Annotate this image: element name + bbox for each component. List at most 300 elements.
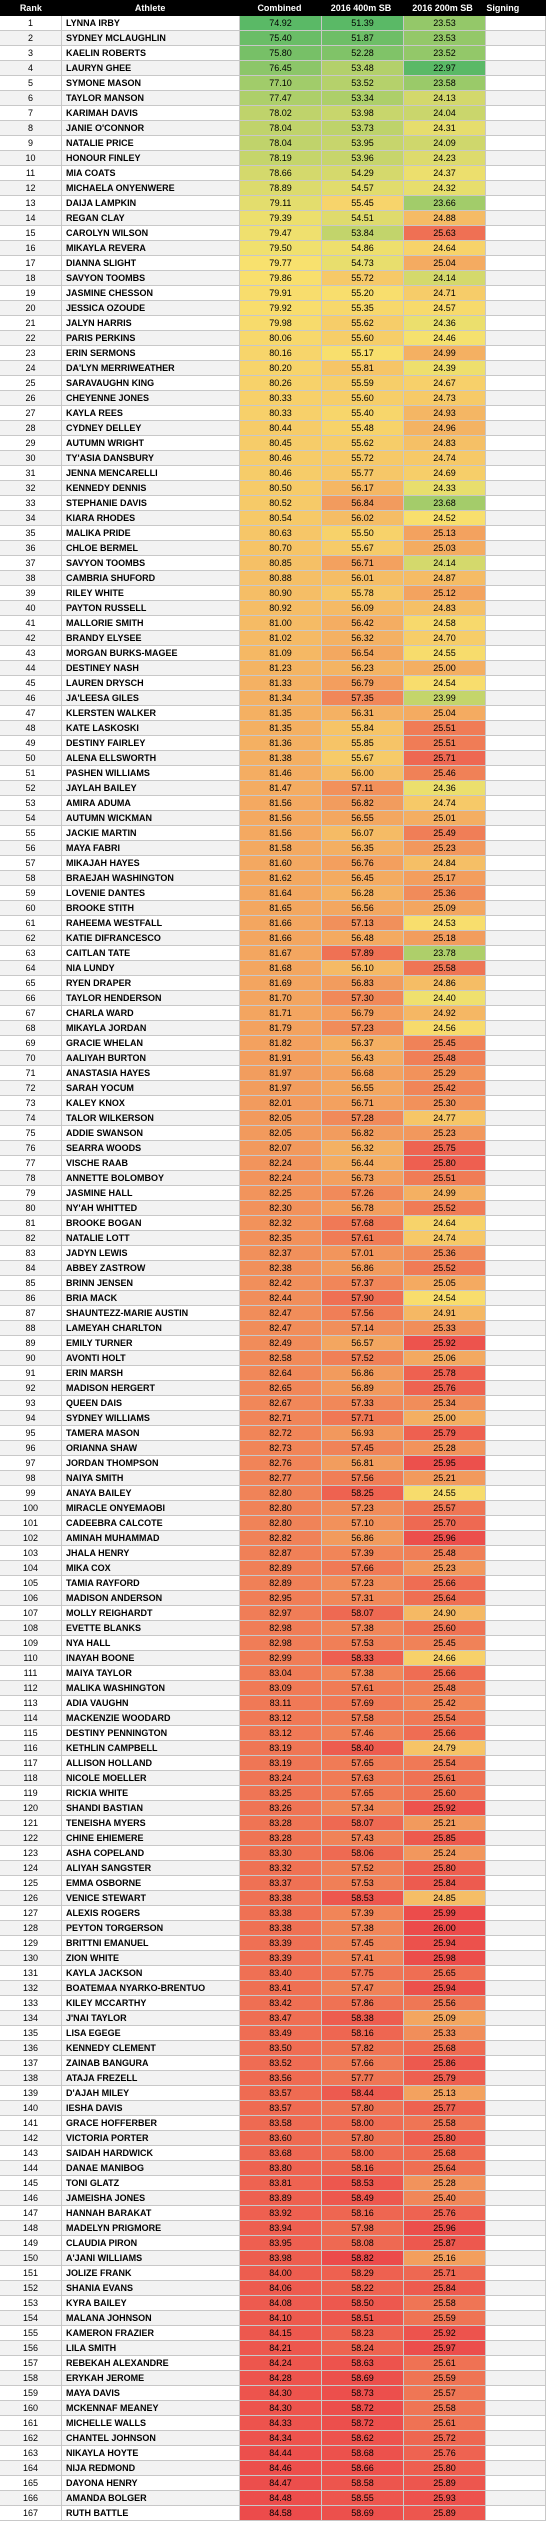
signing-cell[interactable] — [486, 16, 546, 30]
combined-cell[interactable]: 80.16 — [240, 346, 322, 360]
athlete-cell[interactable]: AMIRA ADUMA — [62, 796, 240, 810]
sb200-cell[interactable]: 25.84 — [404, 1876, 486, 1890]
table-row[interactable] — [0, 1741, 546, 1756]
signing-cell[interactable] — [486, 766, 546, 780]
rank-cell[interactable]: 76 — [0, 1141, 62, 1155]
table-row[interactable] — [0, 1921, 546, 1936]
sb400-cell[interactable]: 53.95 — [322, 136, 404, 150]
rank-cell[interactable]: 6 — [0, 91, 62, 105]
sb400-cell[interactable]: 58.06 — [322, 1846, 404, 1860]
athlete-cell[interactable]: JESSICA OZOUDE — [62, 301, 240, 315]
athlete-cell[interactable]: MAYA DAVIS — [62, 2386, 240, 2400]
athlete-cell[interactable]: KILEY MCCARTHY — [62, 1996, 240, 2010]
signing-cell[interactable] — [486, 1786, 546, 1800]
sb200-cell[interactable]: 25.13 — [404, 2086, 486, 2100]
table-row[interactable] — [0, 106, 546, 121]
sb400-cell[interactable]: 55.45 — [322, 196, 404, 210]
combined-cell[interactable]: 83.12 — [240, 1726, 322, 1740]
table-row[interactable] — [0, 826, 546, 841]
athlete-cell[interactable]: DESTINEY NASH — [62, 661, 240, 675]
sb200-cell[interactable]: 25.70 — [404, 1516, 486, 1530]
athlete-cell[interactable]: AMANDA BOLGER — [62, 2491, 240, 2505]
combined-cell[interactable]: 83.68 — [240, 2146, 322, 2160]
combined-cell[interactable]: 82.25 — [240, 1186, 322, 1200]
rank-cell[interactable]: 160 — [0, 2401, 62, 2415]
table-row[interactable] — [0, 91, 546, 106]
athlete-cell[interactable]: AVONTI HOLT — [62, 1351, 240, 1365]
table-row[interactable] — [0, 2191, 546, 2206]
signing-cell[interactable] — [486, 991, 546, 1005]
athlete-cell[interactable]: NIKAYLA HOYTE — [62, 2446, 240, 2460]
header-combined[interactable]: Combined — [257, 3, 302, 13]
table-row[interactable] — [0, 1096, 546, 1111]
sb400-cell[interactable]: 56.44 — [322, 1156, 404, 1170]
combined-cell[interactable]: 78.89 — [240, 181, 322, 195]
sb400-cell[interactable]: 57.80 — [322, 2131, 404, 2145]
table-row[interactable] — [0, 1996, 546, 2011]
combined-cell[interactable]: 82.35 — [240, 1231, 322, 1245]
table-row[interactable] — [0, 1216, 546, 1231]
signing-cell[interactable] — [486, 1921, 546, 1935]
sb200-cell[interactable]: 24.67 — [404, 376, 486, 390]
sb200-cell[interactable]: 24.83 — [404, 436, 486, 450]
signing-cell[interactable] — [486, 2416, 546, 2430]
sb200-cell[interactable]: 23.52 — [404, 46, 486, 60]
sb400-cell[interactable]: 57.11 — [322, 781, 404, 795]
combined-cell[interactable]: 83.60 — [240, 2131, 322, 2145]
rank-cell[interactable]: 94 — [0, 1411, 62, 1425]
athlete-cell[interactable]: SYMONE MASON — [62, 76, 240, 90]
signing-cell[interactable] — [486, 2446, 546, 2460]
sb200-cell[interactable]: 25.94 — [404, 1981, 486, 1995]
sb200-cell[interactable]: 25.48 — [404, 1546, 486, 1560]
sb400-cell[interactable]: 55.40 — [322, 406, 404, 420]
combined-cell[interactable]: 80.92 — [240, 601, 322, 615]
rank-cell[interactable]: 144 — [0, 2161, 62, 2175]
signing-cell[interactable] — [486, 2251, 546, 2265]
sb200-cell[interactable]: 24.55 — [404, 1486, 486, 1500]
sb400-cell[interactable]: 57.37 — [322, 1276, 404, 1290]
sb200-cell[interactable]: 24.64 — [404, 241, 486, 255]
rank-cell[interactable]: 85 — [0, 1276, 62, 1290]
rank-cell[interactable]: 126 — [0, 1891, 62, 1905]
combined-cell[interactable]: 81.56 — [240, 826, 322, 840]
signing-cell[interactable] — [486, 2146, 546, 2160]
rank-cell[interactable]: 163 — [0, 2446, 62, 2460]
athlete-cell[interactable]: HANNAH BARAKAT — [62, 2206, 240, 2220]
athlete-cell[interactable]: AALIYAH BURTON — [62, 1051, 240, 1065]
rank-cell[interactable]: 146 — [0, 2191, 62, 2205]
signing-cell[interactable] — [486, 2131, 546, 2145]
table-row[interactable] — [0, 1906, 546, 1921]
rank-cell[interactable]: 59 — [0, 886, 62, 900]
combined-cell[interactable]: 81.64 — [240, 886, 322, 900]
sb400-cell[interactable]: 57.90 — [322, 1291, 404, 1305]
combined-cell[interactable]: 82.77 — [240, 1471, 322, 1485]
combined-cell[interactable]: 82.49 — [240, 1336, 322, 1350]
combined-cell[interactable]: 79.91 — [240, 286, 322, 300]
table-row[interactable] — [0, 1066, 546, 1081]
signing-cell[interactable] — [486, 91, 546, 105]
combined-cell[interactable]: 84.30 — [240, 2401, 322, 2415]
combined-cell[interactable]: 81.67 — [240, 946, 322, 960]
athlete-cell[interactable]: GRACIE WHELAN — [62, 1036, 240, 1050]
athlete-cell[interactable]: JASMINE HALL — [62, 1186, 240, 1200]
combined-cell[interactable]: 80.85 — [240, 556, 322, 570]
rank-cell[interactable]: 164 — [0, 2461, 62, 2475]
rank-cell[interactable]: 62 — [0, 931, 62, 945]
sb400-cell[interactable]: 56.86 — [322, 1531, 404, 1545]
sb400-cell[interactable]: 58.07 — [322, 1816, 404, 1830]
athlete-cell[interactable]: VENICE STEWART — [62, 1891, 240, 1905]
rank-cell[interactable]: 156 — [0, 2341, 62, 2355]
signing-cell[interactable] — [486, 871, 546, 885]
combined-cell[interactable]: 82.42 — [240, 1276, 322, 1290]
sb200-cell[interactable]: 25.23 — [404, 1561, 486, 1575]
sb200-cell[interactable]: 25.23 — [404, 1126, 486, 1140]
sb200-cell[interactable]: 24.39 — [404, 361, 486, 375]
sb400-cell[interactable]: 56.28 — [322, 886, 404, 900]
table-row[interactable] — [0, 61, 546, 76]
rank-cell[interactable]: 151 — [0, 2266, 62, 2280]
table-row[interactable] — [0, 31, 546, 46]
table-row[interactable] — [0, 721, 546, 736]
table-row[interactable] — [0, 2311, 546, 2326]
sb200-cell[interactable]: 25.58 — [404, 2296, 486, 2310]
athlete-cell[interactable]: TAMIA RAYFORD — [62, 1576, 240, 1590]
rank-cell[interactable]: 80 — [0, 1201, 62, 1215]
signing-cell[interactable] — [486, 2101, 546, 2115]
table-row[interactable] — [0, 76, 546, 91]
table-row[interactable] — [0, 766, 546, 781]
athlete-cell[interactable]: ERIN SERMONS — [62, 346, 240, 360]
sb200-cell[interactable]: 25.45 — [404, 1036, 486, 1050]
table-row[interactable] — [0, 1006, 546, 1021]
sb200-cell[interactable]: 25.96 — [404, 1531, 486, 1545]
signing-cell[interactable] — [486, 1336, 546, 1350]
athlete-cell[interactable]: ANAYA BAILEY — [62, 1486, 240, 1500]
sb200-cell[interactable]: 25.66 — [404, 1576, 486, 1590]
combined-cell[interactable]: 82.73 — [240, 1441, 322, 1455]
sb200-cell[interactable]: 25.04 — [404, 706, 486, 720]
table-row[interactable] — [0, 46, 546, 61]
combined-cell[interactable]: 81.34 — [240, 691, 322, 705]
athlete-cell[interactable]: JHALA HENRY — [62, 1546, 240, 1560]
sb200-cell[interactable]: 24.14 — [404, 556, 486, 570]
sb200-cell[interactable]: 24.13 — [404, 91, 486, 105]
signing-cell[interactable] — [486, 376, 546, 390]
combined-cell[interactable]: 82.58 — [240, 1351, 322, 1365]
rank-cell[interactable]: 21 — [0, 316, 62, 330]
sb200-cell[interactable]: 25.17 — [404, 871, 486, 885]
table-row[interactable] — [0, 421, 546, 436]
signing-cell[interactable] — [486, 1666, 546, 1680]
signing-cell[interactable] — [486, 721, 546, 735]
sb200-cell[interactable]: 25.03 — [404, 541, 486, 555]
athlete-cell[interactable]: ZION WHITE — [62, 1951, 240, 1965]
sb400-cell[interactable]: 57.23 — [322, 1021, 404, 1035]
athlete-cell[interactable]: MALIKA PRIDE — [62, 526, 240, 540]
signing-cell[interactable] — [486, 1531, 546, 1545]
combined-cell[interactable]: 82.87 — [240, 1546, 322, 1560]
sb400-cell[interactable]: 57.45 — [322, 1441, 404, 1455]
signing-cell[interactable] — [486, 2461, 546, 2475]
sb200-cell[interactable]: 25.89 — [404, 2476, 486, 2490]
sb200-cell[interactable]: 25.54 — [404, 1756, 486, 1770]
combined-cell[interactable]: 82.80 — [240, 1501, 322, 1515]
sb400-cell[interactable]: 55.48 — [322, 421, 404, 435]
sb200-cell[interactable]: 25.60 — [404, 1621, 486, 1635]
sb200-cell[interactable]: 25.63 — [404, 226, 486, 240]
athlete-cell[interactable]: BROOKE BOGAN — [62, 1216, 240, 1230]
table-row[interactable] — [0, 526, 546, 541]
combined-cell[interactable]: 81.33 — [240, 676, 322, 690]
athlete-cell[interactable]: DIANNA SLIGHT — [62, 256, 240, 270]
athlete-cell[interactable]: NIJA REDMOND — [62, 2461, 240, 2475]
signing-cell[interactable] — [486, 2221, 546, 2235]
combined-cell[interactable]: 81.38 — [240, 751, 322, 765]
athlete-cell[interactable]: JACKIE MARTIN — [62, 826, 240, 840]
rank-cell[interactable]: 101 — [0, 1516, 62, 1530]
signing-cell[interactable] — [486, 601, 546, 615]
athlete-cell[interactable]: ADDIE SWANSON — [62, 1126, 240, 1140]
combined-cell[interactable]: 82.05 — [240, 1111, 322, 1125]
sb400-cell[interactable]: 56.84 — [322, 496, 404, 510]
combined-cell[interactable]: 83.89 — [240, 2191, 322, 2205]
sb400-cell[interactable]: 56.86 — [322, 1261, 404, 1275]
combined-cell[interactable]: 82.95 — [240, 1591, 322, 1605]
signing-cell[interactable] — [486, 1576, 546, 1590]
sb400-cell[interactable]: 58.16 — [322, 2161, 404, 2175]
table-row[interactable] — [0, 211, 546, 226]
athlete-cell[interactable]: MIKA COX — [62, 1561, 240, 1575]
sb400-cell[interactable]: 56.00 — [322, 766, 404, 780]
signing-cell[interactable] — [486, 1261, 546, 1275]
signing-cell[interactable] — [486, 1381, 546, 1395]
sb200-cell[interactable]: 25.96 — [404, 2221, 486, 2235]
athlete-cell[interactable]: RUTH BATTLE — [62, 2506, 240, 2520]
athlete-cell[interactable]: NY'AH WHITTED — [62, 1201, 240, 1215]
sb200-cell[interactable]: 24.40 — [404, 991, 486, 1005]
sb200-cell[interactable]: 25.94 — [404, 1936, 486, 1950]
sb400-cell[interactable]: 56.55 — [322, 811, 404, 825]
rank-cell[interactable]: 35 — [0, 526, 62, 540]
sb400-cell[interactable]: 57.38 — [322, 1666, 404, 1680]
combined-cell[interactable]: 81.35 — [240, 706, 322, 720]
sb400-cell[interactable]: 55.35 — [322, 301, 404, 315]
combined-cell[interactable]: 83.50 — [240, 2041, 322, 2055]
athlete-cell[interactable]: PEYTON TORGERSON — [62, 1921, 240, 1935]
sb400-cell[interactable]: 58.49 — [322, 2191, 404, 2205]
signing-cell[interactable] — [486, 751, 546, 765]
table-row[interactable] — [0, 481, 546, 496]
table-row[interactable] — [0, 2401, 546, 2416]
rank-cell[interactable]: 72 — [0, 1081, 62, 1095]
table-row[interactable] — [0, 1786, 546, 1801]
signing-cell[interactable] — [486, 1546, 546, 1560]
sb400-cell[interactable]: 53.84 — [322, 226, 404, 240]
sb400-cell[interactable]: 58.72 — [322, 2416, 404, 2430]
sb400-cell[interactable]: 57.56 — [322, 1306, 404, 1320]
table-row[interactable] — [0, 856, 546, 871]
combined-cell[interactable]: 81.60 — [240, 856, 322, 870]
combined-cell[interactable]: 81.70 — [240, 991, 322, 1005]
table-row[interactable] — [0, 2206, 546, 2221]
sb400-cell[interactable]: 56.42 — [322, 616, 404, 630]
combined-cell[interactable]: 78.04 — [240, 136, 322, 150]
sb400-cell[interactable]: 54.29 — [322, 166, 404, 180]
athlete-cell[interactable]: LAMEYAH CHARLTON — [62, 1321, 240, 1335]
combined-cell[interactable]: 80.46 — [240, 451, 322, 465]
athlete-cell[interactable]: LYNNA IRBY — [62, 16, 240, 30]
signing-cell[interactable] — [486, 1126, 546, 1140]
signing-cell[interactable] — [486, 421, 546, 435]
sb400-cell[interactable]: 58.23 — [322, 2326, 404, 2340]
signing-cell[interactable] — [486, 2086, 546, 2100]
athlete-cell[interactable]: KETHLIN CAMPBELL — [62, 1741, 240, 1755]
signing-cell[interactable] — [486, 1426, 546, 1440]
signing-cell[interactable] — [486, 1606, 546, 1620]
rank-cell[interactable]: 41 — [0, 616, 62, 630]
header-athlete[interactable]: Athlete — [134, 3, 166, 13]
rank-cell[interactable]: 46 — [0, 691, 62, 705]
sb200-cell[interactable]: 24.66 — [404, 1651, 486, 1665]
signing-cell[interactable] — [486, 1846, 546, 1860]
sb200-cell[interactable]: 24.53 — [404, 916, 486, 930]
combined-cell[interactable]: 83.42 — [240, 1996, 322, 2010]
sb200-cell[interactable]: 25.80 — [404, 1861, 486, 1875]
table-row[interactable] — [0, 361, 546, 376]
sb400-cell[interactable]: 58.69 — [322, 2371, 404, 2385]
rank-cell[interactable]: 58 — [0, 871, 62, 885]
athlete-cell[interactable]: MICHAELA ONYENWERE — [62, 181, 240, 195]
signing-cell[interactable] — [486, 511, 546, 525]
table-row[interactable] — [0, 946, 546, 961]
sb400-cell[interactable]: 57.56 — [322, 1471, 404, 1485]
sb400-cell[interactable]: 57.14 — [322, 1321, 404, 1335]
signing-cell[interactable] — [486, 706, 546, 720]
athlete-cell[interactable]: KAYLA JACKSON — [62, 1966, 240, 1980]
sb400-cell[interactable]: 55.78 — [322, 586, 404, 600]
table-row[interactable] — [0, 1591, 546, 1606]
signing-cell[interactable] — [486, 166, 546, 180]
rank-cell[interactable]: 114 — [0, 1711, 62, 1725]
header-200m-sb[interactable]: 2016 200m SB — [412, 3, 473, 13]
sb400-cell[interactable]: 55.72 — [322, 451, 404, 465]
sb200-cell[interactable]: 25.49 — [404, 826, 486, 840]
sb200-cell[interactable]: 25.42 — [404, 1081, 486, 1095]
signing-cell[interactable] — [486, 1936, 546, 1950]
sb200-cell[interactable]: 25.00 — [404, 661, 486, 675]
signing-cell[interactable] — [486, 2011, 546, 2025]
sb200-cell[interactable]: 25.64 — [404, 1591, 486, 1605]
rank-cell[interactable]: 55 — [0, 826, 62, 840]
sb400-cell[interactable]: 57.75 — [322, 1966, 404, 1980]
table-row[interactable] — [0, 1561, 546, 1576]
athlete-cell[interactable]: ANASTASIA HAYES — [62, 1066, 240, 1080]
combined-cell[interactable]: 83.28 — [240, 1816, 322, 1830]
combined-cell[interactable]: 80.33 — [240, 391, 322, 405]
signing-cell[interactable] — [486, 2191, 546, 2205]
table-row[interactable] — [0, 661, 546, 676]
table-row[interactable] — [0, 166, 546, 181]
signing-cell[interactable] — [486, 1831, 546, 1845]
table-row[interactable] — [0, 1756, 546, 1771]
sb200-cell[interactable]: 25.61 — [404, 2416, 486, 2430]
rank-cell[interactable]: 90 — [0, 1351, 62, 1365]
sb200-cell[interactable]: 25.48 — [404, 1051, 486, 1065]
signing-cell[interactable] — [486, 1681, 546, 1695]
sb400-cell[interactable]: 57.58 — [322, 1711, 404, 1725]
sb200-cell[interactable]: 25.89 — [404, 2506, 486, 2520]
sb200-cell[interactable]: 23.99 — [404, 691, 486, 705]
table-row[interactable] — [0, 2131, 546, 2146]
combined-cell[interactable]: 83.57 — [240, 2101, 322, 2115]
athlete-cell[interactable]: SAVYON TOOMBS — [62, 556, 240, 570]
athlete-cell[interactable]: J'NAI TAYLOR — [62, 2011, 240, 2025]
rank-cell[interactable]: 132 — [0, 1981, 62, 1995]
athlete-cell[interactable]: DESTINY PENNINGTON — [62, 1726, 240, 1740]
sb400-cell[interactable]: 56.56 — [322, 901, 404, 915]
combined-cell[interactable]: 83.24 — [240, 1771, 322, 1785]
signing-cell[interactable] — [486, 1186, 546, 1200]
signing-cell[interactable] — [486, 676, 546, 690]
table-row[interactable] — [0, 841, 546, 856]
table-row[interactable] — [0, 496, 546, 511]
combined-cell[interactable]: 79.86 — [240, 271, 322, 285]
sb400-cell[interactable]: 57.39 — [322, 1906, 404, 1920]
athlete-cell[interactable]: QUEEN DAIS — [62, 1396, 240, 1410]
rank-cell[interactable]: 77 — [0, 1156, 62, 1170]
sb200-cell[interactable]: 25.61 — [404, 1771, 486, 1785]
athlete-cell[interactable]: MOLLY REIGHARDT — [62, 1606, 240, 1620]
combined-cell[interactable]: 82.76 — [240, 1456, 322, 1470]
sb200-cell[interactable]: 25.09 — [404, 901, 486, 915]
sb400-cell[interactable]: 58.25 — [322, 1486, 404, 1500]
athlete-cell[interactable]: MIRACLE ONYEMAOBI — [62, 1501, 240, 1515]
rank-cell[interactable]: 29 — [0, 436, 62, 450]
signing-cell[interactable] — [486, 2311, 546, 2325]
sb400-cell[interactable]: 57.61 — [322, 1681, 404, 1695]
signing-cell[interactable] — [486, 61, 546, 75]
signing-cell[interactable] — [486, 1291, 546, 1305]
sb200-cell[interactable]: 24.74 — [404, 796, 486, 810]
table-row[interactable] — [0, 196, 546, 211]
rank-cell[interactable]: 104 — [0, 1561, 62, 1575]
signing-cell[interactable] — [486, 1501, 546, 1515]
combined-cell[interactable]: 80.54 — [240, 511, 322, 525]
combined-cell[interactable]: 83.56 — [240, 2071, 322, 2085]
combined-cell[interactable]: 79.98 — [240, 316, 322, 330]
combined-cell[interactable]: 78.19 — [240, 151, 322, 165]
sb400-cell[interactable]: 56.31 — [322, 706, 404, 720]
combined-cell[interactable]: 80.90 — [240, 586, 322, 600]
sb200-cell[interactable]: 24.71 — [404, 286, 486, 300]
combined-cell[interactable]: 81.56 — [240, 811, 322, 825]
sb400-cell[interactable]: 57.77 — [322, 2071, 404, 2085]
signing-cell[interactable] — [486, 631, 546, 645]
athlete-cell[interactable]: REGAN CLAY — [62, 211, 240, 225]
sb200-cell[interactable]: 25.92 — [404, 1336, 486, 1350]
athlete-cell[interactable]: AMINAH MUHAMMAD — [62, 1531, 240, 1545]
sb200-cell[interactable]: 25.76 — [404, 1381, 486, 1395]
sb200-cell[interactable]: 25.79 — [404, 1426, 486, 1440]
rank-cell[interactable]: 106 — [0, 1591, 62, 1605]
rank-cell[interactable]: 145 — [0, 2176, 62, 2190]
sb400-cell[interactable]: 56.71 — [322, 1096, 404, 1110]
signing-cell[interactable] — [486, 1711, 546, 1725]
athlete-cell[interactable]: ORIANNA SHAW — [62, 1441, 240, 1455]
